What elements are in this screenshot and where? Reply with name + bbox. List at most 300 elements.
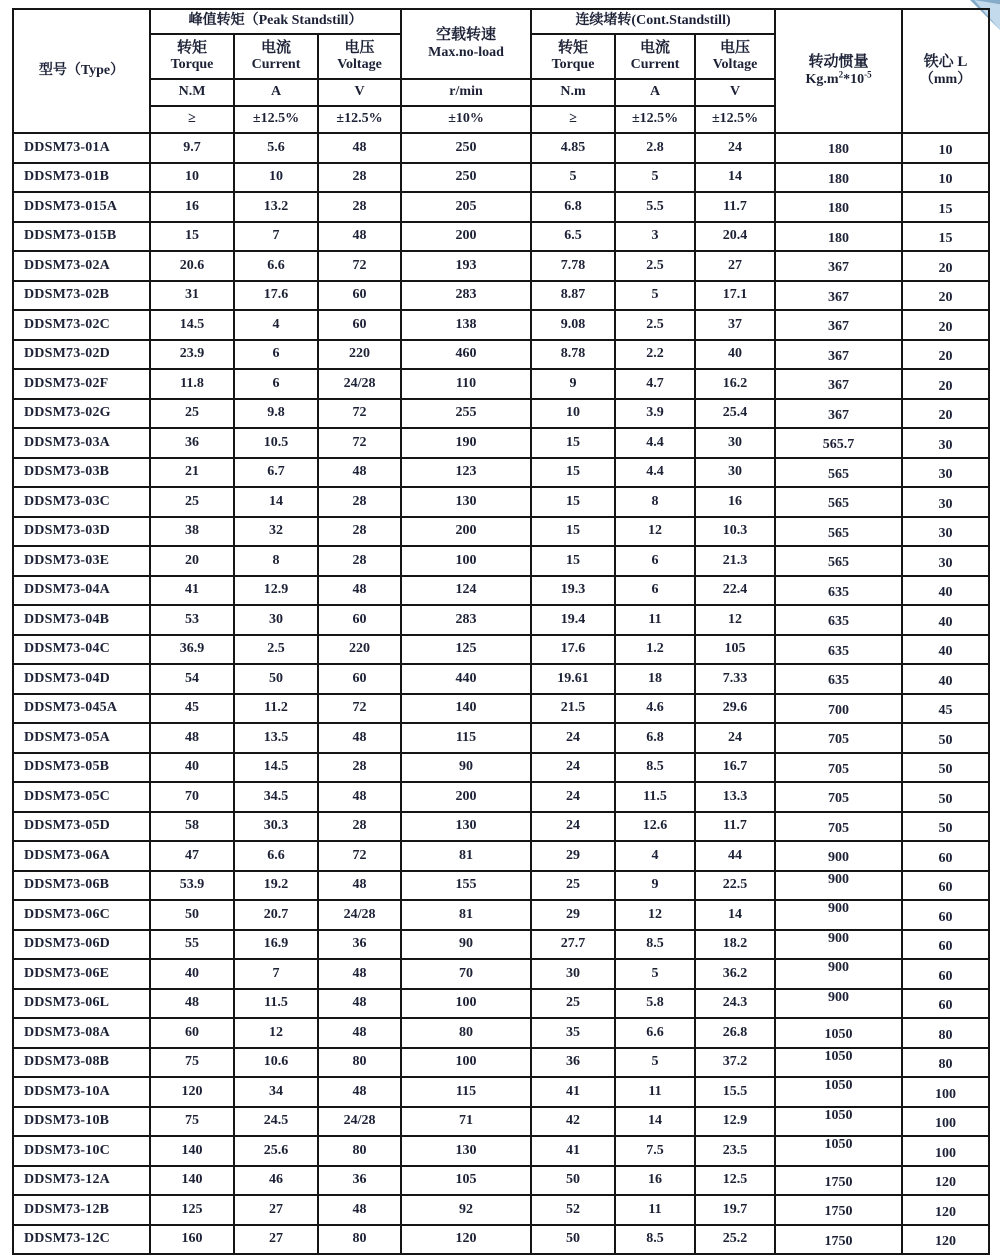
table-row [13,694,989,724]
noload-label-cn: 空载转速 [436,27,497,44]
value-cell: 45 [902,694,989,724]
value-cell: 10 [902,133,989,163]
value-cell: 71 [401,1107,531,1137]
value-cell: 17.6 [531,635,615,665]
type-cell: DDSM73-045A [13,694,150,724]
value-cell: 6 [234,369,318,399]
table-body [13,133,989,1254]
value-cell: 80 [401,1018,531,1048]
table-row [13,841,989,871]
value-cell: 705 [775,753,902,783]
motor-spec-table [12,8,990,1255]
value-cell: 900 [775,989,902,1019]
value-cell: 11 [615,1077,695,1107]
tolerance-cont-torque: ≥ [531,106,615,133]
value-cell: 16.9 [234,930,318,960]
type-cell: DDSM73-05D [13,812,150,842]
value-cell: 8.5 [615,753,695,783]
value-cell: 21.5 [531,694,615,724]
type-cell: DDSM73-05C [13,782,150,812]
noload-label-en: Max.no-load [428,44,504,60]
value-cell: 3 [615,222,695,252]
value-cell: 9.7 [150,133,234,163]
value-cell: 105 [695,635,775,665]
value-cell: 4.4 [615,428,695,458]
type-cell: DDSM73-06L [13,989,150,1019]
type-cell: DDSM73-06C [13,900,150,930]
unit-peak-voltage: V [318,79,401,106]
value-cell: 72 [318,694,401,724]
table-row [13,517,989,547]
value-cell: 50 [902,753,989,783]
value-cell: 20 [902,281,989,311]
value-cell: 140 [150,1136,234,1166]
value-cell: 900 [775,959,902,989]
core-label-cn: 铁心 L [923,54,968,71]
value-cell: 8 [615,487,695,517]
type-cell: DDSM73-10C [13,1136,150,1166]
value-cell: 48 [318,989,401,1019]
value-cell: 8.5 [615,1225,695,1255]
value-cell: 16.2 [695,369,775,399]
value-cell: 27 [234,1195,318,1225]
value-cell: 52 [531,1195,615,1225]
value-cell: 29.6 [695,694,775,724]
value-cell: 120 [150,1077,234,1107]
group-header-cont-standstill: 连续堵转(Cont.Standstill) [531,9,775,34]
value-cell: 80 [902,1048,989,1078]
value-cell: 15 [531,546,615,576]
value-cell: 16 [150,192,234,222]
type-cell: DDSM73-06E [13,959,150,989]
value-cell: 3.9 [615,399,695,429]
value-cell: 220 [318,340,401,370]
value-cell: 36.9 [150,635,234,665]
value-cell: 130 [401,487,531,517]
value-cell: 900 [775,841,902,871]
value-cell: 40 [902,576,989,606]
col-header-peak-voltage: 电压 Voltage [318,34,401,79]
table-row [13,1018,989,1048]
table-row [13,900,989,930]
table-row [13,487,989,517]
value-cell: 37 [695,310,775,340]
value-cell: 11.5 [234,989,318,1019]
value-cell: 27 [695,251,775,281]
col-header-cont-voltage: 电压 Voltage [695,34,775,79]
value-cell: 60 [902,871,989,901]
value-cell: 41 [531,1077,615,1107]
inertia-unit: $Kg.m^2*10^{-5}$ [805,68,872,87]
value-cell: 60 [318,664,401,694]
value-cell: 2.5 [234,635,318,665]
type-cell: DDSM73-12B [13,1195,150,1225]
value-cell: 120 [902,1195,989,1225]
value-cell: 53 [150,605,234,635]
value-cell: 2.5 [615,251,695,281]
value-cell: 20.6 [150,251,234,281]
value-cell: 4.7 [615,369,695,399]
value-cell: 24 [531,723,615,753]
value-cell: 20 [902,251,989,281]
value-cell: 54 [150,664,234,694]
value-cell: 48 [150,723,234,753]
value-cell: 10.6 [234,1048,318,1078]
value-cell: 40 [902,635,989,665]
value-cell: 50 [531,1166,615,1196]
value-cell: 100 [401,989,531,1019]
type-cell: DDSM73-02C [13,310,150,340]
value-cell: 100 [401,546,531,576]
value-cell: 15 [531,487,615,517]
value-cell: 50 [902,782,989,812]
value-cell: 1050 [775,1048,902,1078]
table-row [13,576,989,606]
value-cell: 80 [902,1018,989,1048]
value-cell: 50 [531,1225,615,1255]
value-cell: 15 [531,458,615,488]
value-cell: 60 [902,989,989,1019]
col-header-core-length [902,9,989,133]
value-cell: 5.6 [234,133,318,163]
value-cell: 115 [401,723,531,753]
unit-cont-voltage: V [695,79,775,106]
value-cell: 24.5 [234,1107,318,1137]
value-cell: 2.5 [615,310,695,340]
table-row [13,1107,989,1137]
value-cell: 25 [531,871,615,901]
value-cell: 20 [902,340,989,370]
value-cell: 13.3 [695,782,775,812]
value-cell: 635 [775,576,902,606]
value-cell: 40 [695,340,775,370]
value-cell: 8.78 [531,340,615,370]
table-row [13,222,989,252]
value-cell: 30 [234,605,318,635]
value-cell: 48 [318,222,401,252]
value-cell: 900 [775,900,902,930]
value-cell: 50 [902,812,989,842]
value-cell: 28 [318,487,401,517]
value-cell: 47 [150,841,234,871]
type-cell: DDSM73-03A [13,428,150,458]
value-cell: 12 [615,900,695,930]
value-cell: 205 [401,192,531,222]
table-row [13,428,989,458]
type-cell: DDSM73-10B [13,1107,150,1137]
value-cell: 200 [401,222,531,252]
value-cell: 90 [401,930,531,960]
value-cell: 9 [615,871,695,901]
value-cell: 140 [150,1166,234,1196]
value-cell: 7.5 [615,1136,695,1166]
unit-cont-torque: N.m [531,79,615,106]
value-cell: 50 [234,664,318,694]
col-header-peak-torque: 转矩 Torque [150,34,234,79]
value-cell: 283 [401,605,531,635]
value-cell: 72 [318,399,401,429]
value-cell: 7.33 [695,664,775,694]
value-cell: 11.7 [695,192,775,222]
table-row [13,753,989,783]
value-cell: 15 [531,517,615,547]
value-cell: 10 [902,163,989,193]
value-cell: 18.2 [695,930,775,960]
value-cell: 28 [318,753,401,783]
value-cell: 50 [902,723,989,753]
value-cell: 1750 [775,1225,902,1255]
col-header-cont-current: 电流 Current [615,34,695,79]
table-row [13,959,989,989]
table-row [13,281,989,311]
value-cell: 42 [531,1107,615,1137]
type-cell: DDSM73-02F [13,369,150,399]
value-cell: 13.5 [234,723,318,753]
value-cell: 60 [902,930,989,960]
value-cell: 20 [902,399,989,429]
value-cell: 125 [401,635,531,665]
value-cell: 15 [902,222,989,252]
value-cell: 635 [775,664,902,694]
value-cell: 130 [401,1136,531,1166]
type-cell: DDSM73-04B [13,605,150,635]
table-row [13,812,989,842]
value-cell: 10 [234,163,318,193]
value-cell: 36 [531,1048,615,1078]
value-cell: 25.4 [695,399,775,429]
value-cell: 19.3 [531,576,615,606]
value-cell: 8.87 [531,281,615,311]
value-cell: 7 [234,959,318,989]
value-cell: 25 [150,487,234,517]
core-unit: （mm） [919,71,972,87]
value-cell: 120 [902,1166,989,1196]
value-cell: 565 [775,517,902,547]
value-cell: 48 [318,1077,401,1107]
value-cell: 72 [318,251,401,281]
value-cell: 21.3 [695,546,775,576]
value-cell: 6 [615,546,695,576]
type-cell: DDSM73-06A [13,841,150,871]
value-cell: 20 [150,546,234,576]
value-cell: 2.8 [615,133,695,163]
value-cell: 28 [318,192,401,222]
value-cell: 7.78 [531,251,615,281]
tolerance-peak-current: ±12.5% [234,106,318,133]
col-header-peak-current: 电流 Current [234,34,318,79]
unit-noload-speed: r/min [401,79,531,106]
value-cell: 4 [615,841,695,871]
table-row [13,605,989,635]
value-cell: 180 [775,133,902,163]
value-cell: 155 [401,871,531,901]
value-cell: 635 [775,635,902,665]
value-cell: 40 [902,605,989,635]
value-cell: 20 [902,310,989,340]
value-cell: 23.9 [150,340,234,370]
value-cell: 11.2 [234,694,318,724]
value-cell: 46 [234,1166,318,1196]
value-cell: 1050 [775,1107,902,1137]
value-cell: 30 [902,546,989,576]
value-cell: 1750 [775,1166,902,1196]
value-cell: 14 [615,1107,695,1137]
value-cell: 24 [531,812,615,842]
value-cell: 30 [902,458,989,488]
value-cell: 24 [531,753,615,783]
value-cell: 70 [150,782,234,812]
value-cell: 367 [775,340,902,370]
value-cell: 72 [318,841,401,871]
value-cell: 34.5 [234,782,318,812]
type-cell: DDSM73-03C [13,487,150,517]
table-row [13,1048,989,1078]
unit-peak-torque: N.M [150,79,234,106]
value-cell: 6.8 [531,192,615,222]
value-cell: 705 [775,782,902,812]
value-cell: 15 [150,222,234,252]
value-cell: 27 [234,1225,318,1255]
value-cell: 6 [234,340,318,370]
value-cell: 20 [902,369,989,399]
table-row [13,310,989,340]
unit-cont-current: A [615,79,695,106]
value-cell: 1050 [775,1018,902,1048]
col-header-type: 型号（Type） [13,9,150,133]
value-cell: 100 [902,1107,989,1137]
value-cell: 14 [695,900,775,930]
value-cell: 5 [615,959,695,989]
value-cell: 48 [318,458,401,488]
type-cell: DDSM73-06B [13,871,150,901]
value-cell: 11.7 [695,812,775,842]
value-cell: 250 [401,133,531,163]
type-cell: DDSM73-02G [13,399,150,429]
value-cell: 36 [318,930,401,960]
value-cell: 22.5 [695,871,775,901]
value-cell: 20.4 [695,222,775,252]
value-cell: 6.6 [615,1018,695,1048]
value-cell: 13.2 [234,192,318,222]
value-cell: 10 [150,163,234,193]
tolerance-peak-voltage: ±12.5% [318,106,401,133]
value-cell: 15.5 [695,1077,775,1107]
value-cell: 50 [150,900,234,930]
value-cell: 565 [775,458,902,488]
value-cell: 60 [902,959,989,989]
type-cell: DDSM73-03E [13,546,150,576]
value-cell: 40 [150,959,234,989]
value-cell: 1.2 [615,635,695,665]
value-cell: 4.4 [615,458,695,488]
value-cell: 5.8 [615,989,695,1019]
col-header-cont-torque: 转矩 Torque [531,34,615,79]
value-cell: 11.8 [150,369,234,399]
value-cell: 367 [775,310,902,340]
value-cell: 58 [150,812,234,842]
value-cell: 12 [695,605,775,635]
value-cell: 28 [318,546,401,576]
type-cell: DDSM73-10A [13,1077,150,1107]
value-cell: 32 [234,517,318,547]
value-cell: 60 [902,841,989,871]
group-header-peak-standstill: 峰值转矩（Peak Standstill） [150,9,401,34]
value-cell: 12.9 [234,576,318,606]
type-cell: DDSM73-04D [13,664,150,694]
value-cell: 367 [775,281,902,311]
value-cell: 22.4 [695,576,775,606]
value-cell: 6 [615,576,695,606]
value-cell: 53.9 [150,871,234,901]
value-cell: 25 [531,989,615,1019]
value-cell: 92 [401,1195,531,1225]
value-cell: 12 [615,517,695,547]
value-cell: 200 [401,782,531,812]
value-cell: 72 [318,428,401,458]
value-cell: 29 [531,900,615,930]
table-row [13,1077,989,1107]
value-cell: 28 [318,163,401,193]
value-cell: 48 [318,133,401,163]
table-row [13,1136,989,1166]
value-cell: 41 [150,576,234,606]
value-cell: 110 [401,369,531,399]
value-cell: 36 [150,428,234,458]
value-cell: 160 [150,1225,234,1255]
value-cell: 4 [234,310,318,340]
value-cell: 35 [531,1018,615,1048]
value-cell: 41 [531,1136,615,1166]
value-cell: 37.2 [695,1048,775,1078]
value-cell: 12.5 [695,1166,775,1196]
value-cell: 8 [234,546,318,576]
value-cell: 140 [401,694,531,724]
value-cell: 250 [401,163,531,193]
value-cell: 14 [234,487,318,517]
value-cell: 11 [615,1195,695,1225]
table-row [13,1166,989,1196]
value-cell: 6.8 [615,723,695,753]
type-cell: DDSM73-015A [13,192,150,222]
table-row [13,163,989,193]
value-cell: 100 [902,1077,989,1107]
value-cell: 38 [150,517,234,547]
table-row [13,664,989,694]
tolerance-noload-speed: ±10% [401,106,531,133]
value-cell: 635 [775,605,902,635]
value-cell: 21 [150,458,234,488]
value-cell: 5 [615,1048,695,1078]
type-cell: DDSM73-12A [13,1166,150,1196]
value-cell: 24/28 [318,369,401,399]
value-cell: 19.61 [531,664,615,694]
type-cell: DDSM73-015B [13,222,150,252]
value-cell: 1050 [775,1136,902,1166]
value-cell: 48 [318,1018,401,1048]
value-cell: 4.85 [531,133,615,163]
type-cell: DDSM73-12C [13,1225,150,1255]
value-cell: 40 [902,664,989,694]
value-cell: 705 [775,723,902,753]
value-cell: 900 [775,871,902,901]
value-cell: 30 [695,428,775,458]
value-cell: 4.6 [615,694,695,724]
value-cell: 19.2 [234,871,318,901]
value-cell: 565.7 [775,428,902,458]
value-cell: 220 [318,635,401,665]
value-cell: 44 [695,841,775,871]
value-cell: 190 [401,428,531,458]
